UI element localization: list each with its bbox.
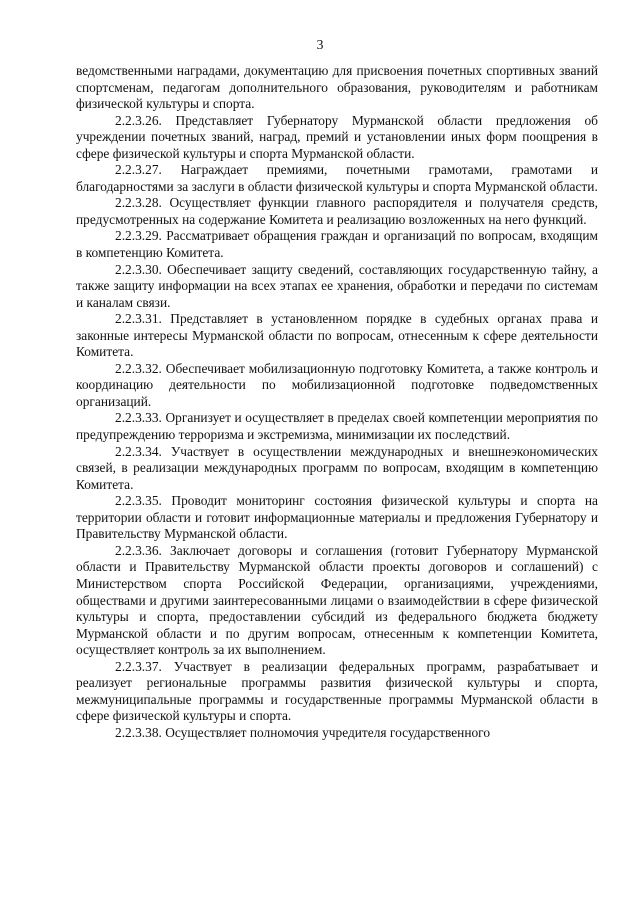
paragraph-2-2-3-37: 2.2.3.37. Участвует в реализации федеральных программ, разрабатывает и реализует региональные программы развития физической культуры и спорта, межмуниципальные программы и государственные программы Мурманской области в сфере физической культуры и спорта. (76, 658, 598, 724)
paragraph-2-2-3-28: 2.2.3.28. Осуществляет функции главного распорядителя и получателя средств, предусмотренных на содержание Комитета и реализацию возложенных на него функций. (76, 195, 598, 227)
paragraph-2-2-3-27: 2.2.3.27. Награждает премиями, почетными грамотами, грамотами и благодарностями за заслуги в области физической культуры и спорта Мурманской области. (76, 162, 598, 194)
document-body (76, 63, 598, 741)
paragraph-2-2-3-36: 2.2.3.36. Заключает договоры и соглашения (готовит Губернатору Мурманской области и Правительству Мурманской области проекты договоров и соглашений) с Министерством спорта Российской Федерации, организациями, учреждениями, обществами и другими заинтересованными лицами о взаимодействии в сфере физической культуры и спорта, предоставлении субсидий из федерального бюджета бюджету Мурманской области и по другим вопросам, отнесенным к компетенции Комитета, осуществляет контроль за их выполнением. (76, 542, 598, 658)
paragraph-2-2-3-30: 2.2.3.30. Обеспечивает защиту сведений, составляющих государственную тайну, а также защиту информации на всех этапах ее хранения, обработки и передачи по системам и каналам связи. (76, 261, 598, 310)
paragraph-2-2-3-26: 2.2.3.26. Представляет Губернатору Мурманской области предложения об учреждении почетных званий, наград, премий и установлении иных форм поощрения в сфере физической культуры и спорта Мурманской области. (76, 112, 598, 161)
page-number: 3 (316, 38, 324, 53)
paragraph-continuation: ведомственными наградами, документацию для присвоения почетных спортивных званий спортсменам, педагогам дополнительного образования, руководителям и работникам физической культуры и спорта. (76, 63, 598, 112)
paragraph-2-2-3-33: 2.2.3.33. Организует и осуществляет в пределах своей компетенции мероприятия по предупреждению терроризма и экстремизма, минимизации их последствий. (76, 410, 598, 443)
paragraph-2-2-3-31: 2.2.3.31. Представляет в установленном порядке в судебных органах права и законные интересы Мурманской области по вопросам, отнесенным к сфере деятельности Комитета. (76, 311, 598, 360)
paragraph-2-2-3-35: 2.2.3.35. Проводит мониторинг состояния физической культуры и спорта на территории области и готовит информационные материалы и предложения Губернатору и Правительству Мурманской области. (76, 493, 598, 542)
paragraph-2-2-3-34: 2.2.3.34. Участвует в осуществлении международных и внешнеэкономических связей, в реализации международных программ по вопросам, входящим в компетенцию Комитета. (76, 443, 598, 492)
paragraph-2-2-3-38: 2.2.3.38. Осуществляет полномочия учредителя государственного (115, 724, 491, 740)
paragraph-2-2-3-29: 2.2.3.29. Рассматривает обращения граждан и организаций по вопросам, входящим в компетенцию Комитета. (76, 228, 598, 261)
paragraph-2-2-3-32: 2.2.3.32. Обеспечивает мобилизационную подготовку Комитета, а также контроль и координацию деятельности по мобилизационной подготовке подведомственных организаций. (76, 360, 598, 409)
